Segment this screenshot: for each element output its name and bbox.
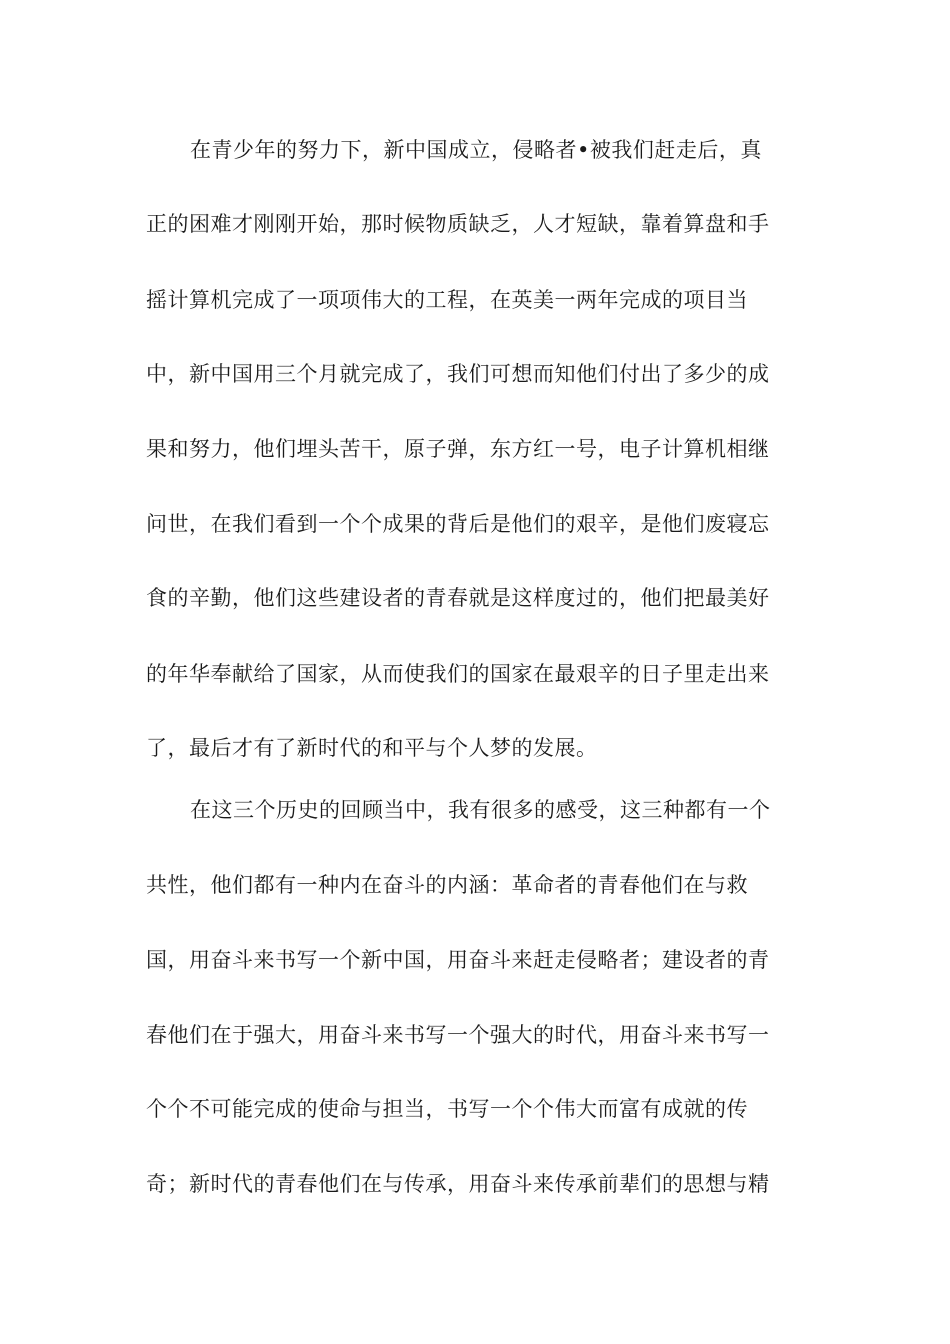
paragraph-2-line-4: 春他们在于强大，用奋斗来书写一个强大的时代，用奋斗来书写一: [146, 1023, 770, 1047]
paragraph-1-line-3: 摇计算机完成了一项项伟大的工程，在英美一两年完成的项目当: [146, 288, 748, 312]
paragraph-2-line-3: 国，用奋斗来书写一个新中国，用奋斗来赶走侵略者；建设者的青: [146, 948, 770, 972]
paragraph-2-line-1: 在这三个历史的回顾当中，我有很多的感受，这三种都有一个: [190, 798, 771, 822]
paragraph-1-line-1: 在青少年的努力下，新中国成立，侵略者•被我们赶走后，真: [190, 138, 762, 162]
paragraph-2-line-2: 共性，他们都有一种内在奋斗的内涵：革命者的青春他们在与救: [146, 873, 748, 897]
paragraph-1-line-4: 中，新中国用三个月就完成了，我们可想而知他们付出了多少的成: [146, 362, 770, 386]
paragraph-1-line-6: 问世，在我们看到一个个成果的背后是他们的艰辛，是他们废寝忘: [146, 512, 770, 536]
paragraph-1-line-7: 食的辛勤，他们这些建设者的青春就是这样度过的，他们把最美好: [146, 586, 770, 610]
paragraph-1-line-8: 的年华奉献给了国家，从而使我们的国家在最艰辛的日子里走出来: [146, 662, 770, 686]
paragraph-1-line-5: 果和努力，他们埋头苦干，原子弹，东方红一号，电子计算机相继: [146, 437, 770, 461]
paragraph-1-line-2: 正的困难才刚刚开始，那时候物质缺乏，人才短缺，靠着算盘和手: [146, 212, 770, 236]
paragraph-2-line-6: 奇；新时代的青春他们在与传承，用奋斗来传承前辈们的思想与精: [146, 1172, 770, 1196]
paragraph-2-line-5: 个个不可能完成的使命与担当，书写一个个伟大而富有成就的传: [146, 1097, 748, 1121]
paragraph-1-line-9: 了，最后才有了新时代的和平与个人梦的发展。: [146, 736, 598, 760]
